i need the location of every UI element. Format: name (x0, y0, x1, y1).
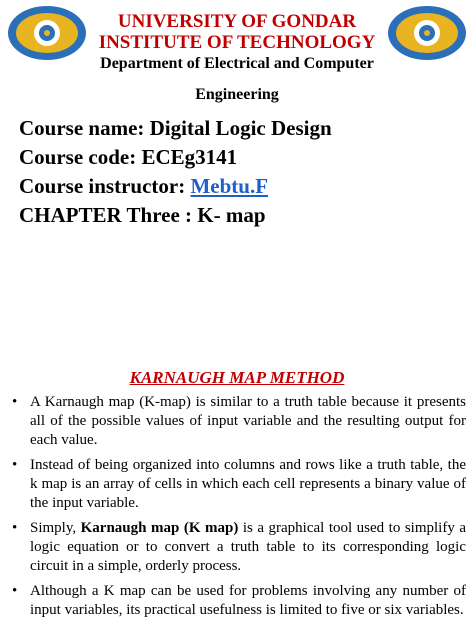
bullet-text-post: is a graphical tool used to simplify a logic equation or to convert a truth table to its corresponding logic circuit in a simple, orderly process. (30, 520, 467, 574)
department-line-2: Engineering (195, 86, 279, 103)
course-name: Course name: Digital Logic Design (19, 116, 332, 140)
bullet-dot-icon: • (12, 394, 18, 410)
instructor-link[interactable]: Mebtu.F (190, 174, 269, 198)
bullet-item (12, 393, 466, 450)
course-info (19, 114, 332, 230)
bullet-dot-icon: • (12, 457, 18, 473)
bullet-item (12, 582, 466, 620)
bullet-list (12, 393, 466, 626)
bullet-dot-icon: • (12, 583, 18, 599)
institute-name: INSTITUTE OF TECHNOLOGY (98, 32, 376, 53)
bullet-keyword: Karnaugh map (K map) (80, 520, 239, 536)
course-code: Course code: ECEg3141 (19, 145, 238, 169)
bullet-text: A Karnaugh map (K-map) is similar to a truth table because it presents all of the possible values of input variable and the resulting output for each value. (30, 394, 466, 448)
bullet-text: Although a K map can be used for problems involving any number of input variables, its practical usefulness is limited to five or six variables. (30, 583, 466, 618)
chapter-title: CHAPTER Three : K- map (19, 203, 266, 227)
instructor-label: Course instructor: (19, 174, 191, 198)
university-name: UNIVERSITY OF GONDAR (117, 11, 357, 32)
bullet-text-pre: Simply, (30, 520, 81, 536)
section-heading: KARNAUGH MAP METHOD (129, 368, 345, 387)
bullet-item (12, 519, 466, 576)
bullet-item (12, 456, 466, 513)
bullet-text: Instead of being organized into columns and rows like a truth table, the k map is an array of cells in which each cell represents a binary value of the input variable. (30, 457, 466, 511)
bullet-dot-icon: • (12, 520, 18, 536)
course-instructor (19, 172, 332, 201)
department-line-1: Department of Electrical and Computer (100, 55, 374, 72)
content-slide (0, 316, 474, 632)
